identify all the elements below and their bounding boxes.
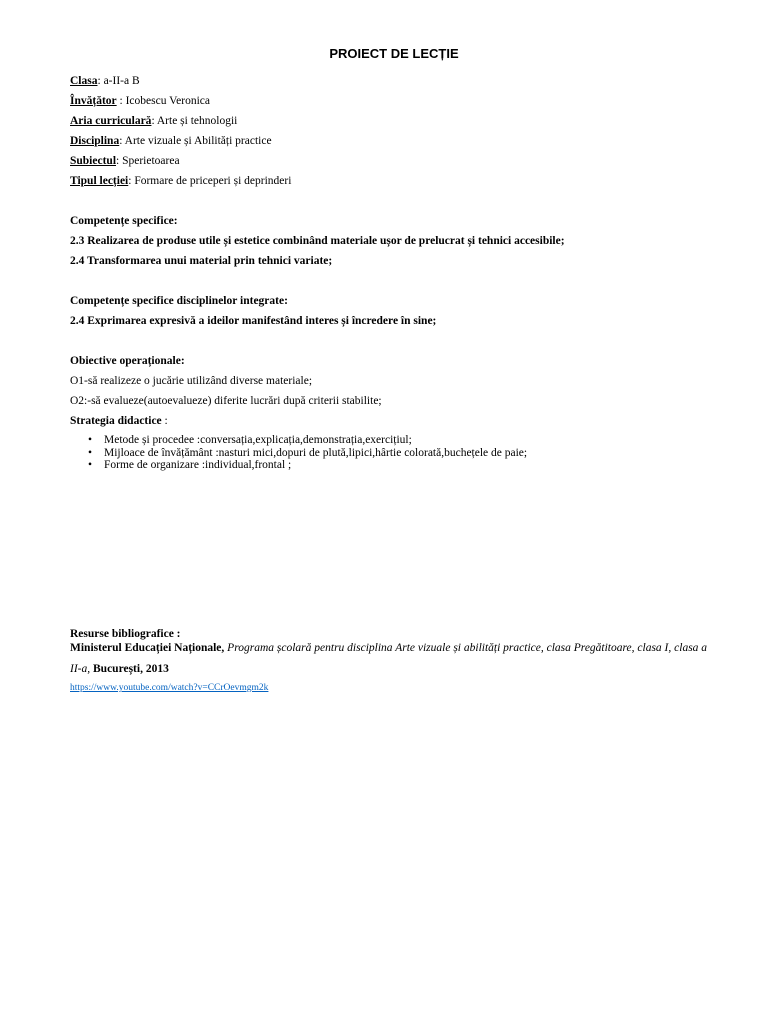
info-aria: Aria curriculară: Arte și tehnologii (70, 115, 238, 127)
bullet-icon: • (88, 434, 93, 446)
competenta-item: 2.3 Realizarea de produse utile și estetice combinând materiale ușor de prelucrat și tehnici accesibile; (70, 235, 565, 247)
info-subiectul: Subiectul: Sperietoarea (70, 155, 180, 167)
list-item: • Mijloace de învățământ :nasturi mici,dopuri de plută,lipici,hârtie colorată,buchețele de paie; (88, 446, 528, 459)
info-label: Disciplina (70, 135, 120, 147)
resurse-heading: Resurse bibliografice : (70, 628, 181, 640)
info-value: Formare de priceperi și deprinderi (134, 175, 292, 187)
info-label: Subiectul (70, 155, 117, 167)
info-value: Arte vizuale și Abilități practice (124, 135, 272, 147)
competente-integrate-heading: Competențe specifice disciplinelor integrate: (70, 295, 288, 307)
resurse-reference: Ministerul Educației Naționale, Programa școlară pentru disciplina Arte vizuale și abilități practice, clasa Pregătitoare, clasa I, clasa a II-a, București, 2013 (70, 642, 708, 675)
list-item: • Forme de organizare :individual,frontal ; (88, 459, 292, 471)
list-item: • Metode și procedee :conversația,explicația,demonstrația,exercițiul; (88, 434, 412, 446)
info-label: Clasa (70, 75, 98, 87)
info-invatator: Învățător : Icobescu Veronica (70, 95, 210, 107)
info-label: Tipul lecției (70, 175, 129, 187)
obiectiv-item: O1-să realizeze o jucărie utilizând diverse materiale; (70, 375, 313, 387)
info-tipul: Tipul lecției: Formare de priceperi și deprinderi (70, 175, 292, 187)
info-value: a-II-a B (103, 75, 140, 87)
youtube-link[interactable]: https://www.youtube.com/watch?v=CCrOevmgm2k (70, 683, 269, 693)
bullet-icon: • (88, 446, 93, 459)
obiectiv-item: O2:-să evalueze(autoevalueze) diferite lucrări după criterii stabilite; (70, 395, 382, 407)
competenta-integrata-item: 2.4 Exprimarea expresivă a ideilor manifestând interes și încredere în sine; (70, 315, 437, 327)
strategia-heading: Strategia didactice : (70, 415, 168, 427)
strategia-list (70, 434, 527, 472)
obiective-heading: Obiective operaționale: (70, 355, 185, 367)
info-value: Icobescu Veronica (125, 95, 210, 107)
competente-heading: Competențe specifice: (70, 215, 178, 227)
info-value: Sperietoarea (122, 155, 180, 167)
info-label: Învățător (70, 95, 117, 107)
bullet-icon: • (88, 459, 93, 471)
page-title: PROIECT DE LECȚIE (329, 46, 459, 61)
info-label: Aria curriculară (70, 115, 152, 127)
info-clasa: Clasa: a-II-a B (70, 75, 140, 87)
info-value: Arte și tehnologii (156, 115, 238, 127)
info-disciplina: Disciplina: Arte vizuale și Abilități practice (70, 135, 272, 147)
competenta-item: 2.4 Transformarea unui material prin tehnici variate; (70, 255, 333, 267)
